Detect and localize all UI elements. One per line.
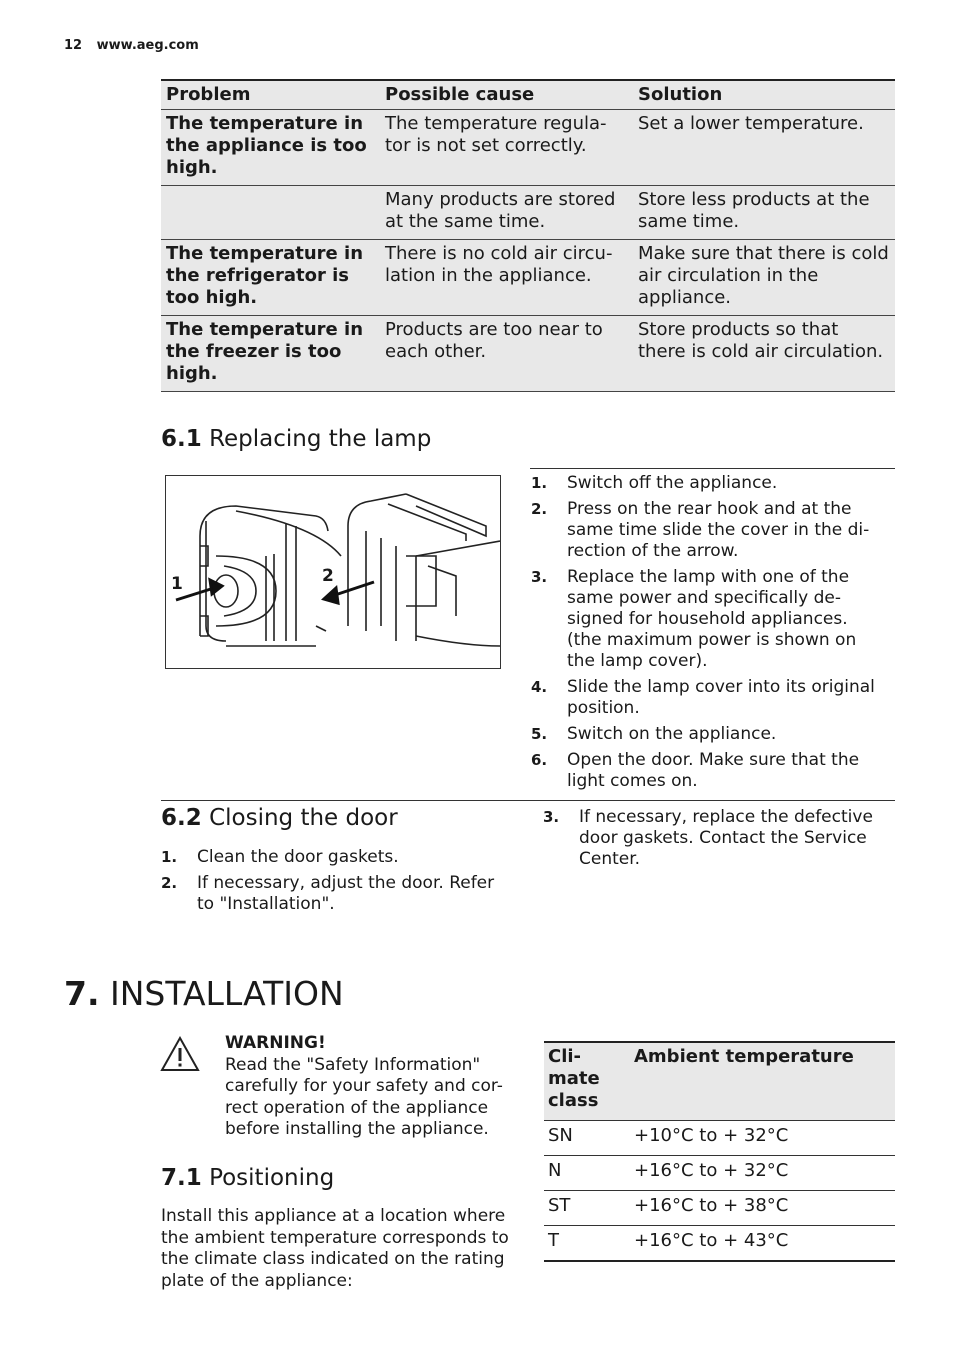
climate-class-cell: SN (544, 1121, 630, 1156)
list-item: 5. Switch on the appliance. (531, 724, 777, 744)
cause-cell: There is no cold air circu-lation in the appliance. (380, 240, 633, 316)
table-row (544, 1226, 895, 1262)
divider (161, 800, 895, 801)
cause-cell: The temperature regula-tor is not set correctly. (380, 110, 633, 186)
table-row (161, 186, 895, 240)
solution-cell: Make sure that there is cold air circulation in the appliance. (633, 240, 895, 316)
column-header: Cli-mate class (544, 1042, 630, 1121)
warning-title: WARNING! (225, 1033, 326, 1053)
temperature-cell: +10°C to + 32°C (630, 1121, 895, 1156)
problem-cell: The temperature in the refrigerator is too high. (161, 240, 380, 316)
climate-class-cell: ST (544, 1191, 630, 1226)
cause-cell: Products are too near to each other. (380, 316, 633, 392)
troubleshooting-table (161, 79, 895, 392)
column-header: Ambient temperature (630, 1042, 895, 1121)
table-header-row (544, 1042, 895, 1121)
section-title: Replacing the lamp (209, 426, 432, 452)
chapter-title: INSTALLATION (110, 974, 344, 1013)
list-item: 1. Switch off the appliance. (531, 473, 778, 493)
list-item: 4. Slide the lamp cover into its original position. (531, 677, 875, 718)
problem-cell (161, 186, 380, 240)
climate-class-cell: T (544, 1226, 630, 1262)
column-header: Solution (633, 80, 895, 110)
section-heading-7-1 (161, 1165, 334, 1191)
solution-cell: Store products so that there is cold air circulation. (633, 316, 895, 392)
warning-block (225, 1033, 515, 1141)
column-header: Possible cause (380, 80, 633, 110)
section-number: 6.2 (161, 805, 202, 831)
warning-triangle-icon (160, 1036, 200, 1072)
lamp-steps-list (531, 473, 886, 797)
page-number: 12 (64, 38, 83, 53)
section-number: 7.1 (161, 1165, 202, 1191)
lamp-replacement-figure (165, 475, 501, 669)
list-item: 3. Replace the lamp with one of the same power and specifically de-signed for household appliances. (the maximum power is shown on the lamp cover). (531, 567, 857, 671)
list-item: 3. If necessary, replace the defective door gaskets. Contact the Service Center. (543, 807, 873, 869)
list-item: 2. Press on the rear hook and at the same time slide the cover in the di-rection of the arrow. (531, 499, 870, 561)
column-header: Problem (161, 80, 380, 110)
climate-class-table (544, 1041, 895, 1262)
divider (530, 468, 895, 469)
problem-cell: The temperature in the appliance is too high. (161, 110, 380, 186)
list-item: 1. Clean the door gaskets. (161, 847, 399, 867)
climate-class-cell: N (544, 1156, 630, 1191)
temperature-cell: +16°C to + 43°C (630, 1226, 895, 1262)
figure-label-1: 1 (171, 574, 183, 594)
chapter-number: 7. (64, 974, 100, 1013)
temperature-cell: +16°C to + 32°C (630, 1156, 895, 1191)
table-header-row (161, 80, 895, 110)
section-heading-6-1 (161, 426, 431, 452)
section-number: 6.1 (161, 426, 202, 452)
warning-text: Read the "Safety Information" carefully for your safety and cor-rect operation of the appliance before installing the appliance. (225, 1054, 503, 1139)
temperature-cell: +16°C to + 38°C (630, 1191, 895, 1226)
cause-cell: Many products are stored at the same time. (380, 186, 633, 240)
problem-cell: The temperature in the freezer is too high. (161, 316, 380, 392)
section-title: Closing the door (209, 805, 398, 831)
door-steps-list-left (161, 847, 501, 920)
site-url: www.aeg.com (96, 38, 199, 53)
solution-cell: Set a lower temperature. (633, 110, 895, 186)
list-item: 6. Open the door. Make sure that the light comes on. (531, 750, 860, 791)
chapter-heading (64, 974, 344, 1013)
section-heading-6-2 (161, 805, 398, 831)
table-row (161, 240, 895, 316)
table-row (544, 1156, 895, 1191)
solution-cell: Store less products at the same time. (633, 186, 895, 240)
section-title: Positioning (209, 1165, 335, 1191)
table-row (544, 1121, 895, 1156)
table-row (544, 1191, 895, 1226)
door-steps-list-right (543, 807, 883, 875)
table-row (161, 316, 895, 392)
figure-label-2: 2 (322, 566, 334, 586)
list-item: 2. If necessary, adjust the door. Refer to "Installation". (161, 873, 495, 914)
positioning-text: Install this appliance at a location where the ambient temperature corresponds to the climate class indicated on the rating plate of the appliance: (161, 1206, 509, 1291)
table-row (161, 110, 895, 186)
page-header (64, 38, 199, 53)
